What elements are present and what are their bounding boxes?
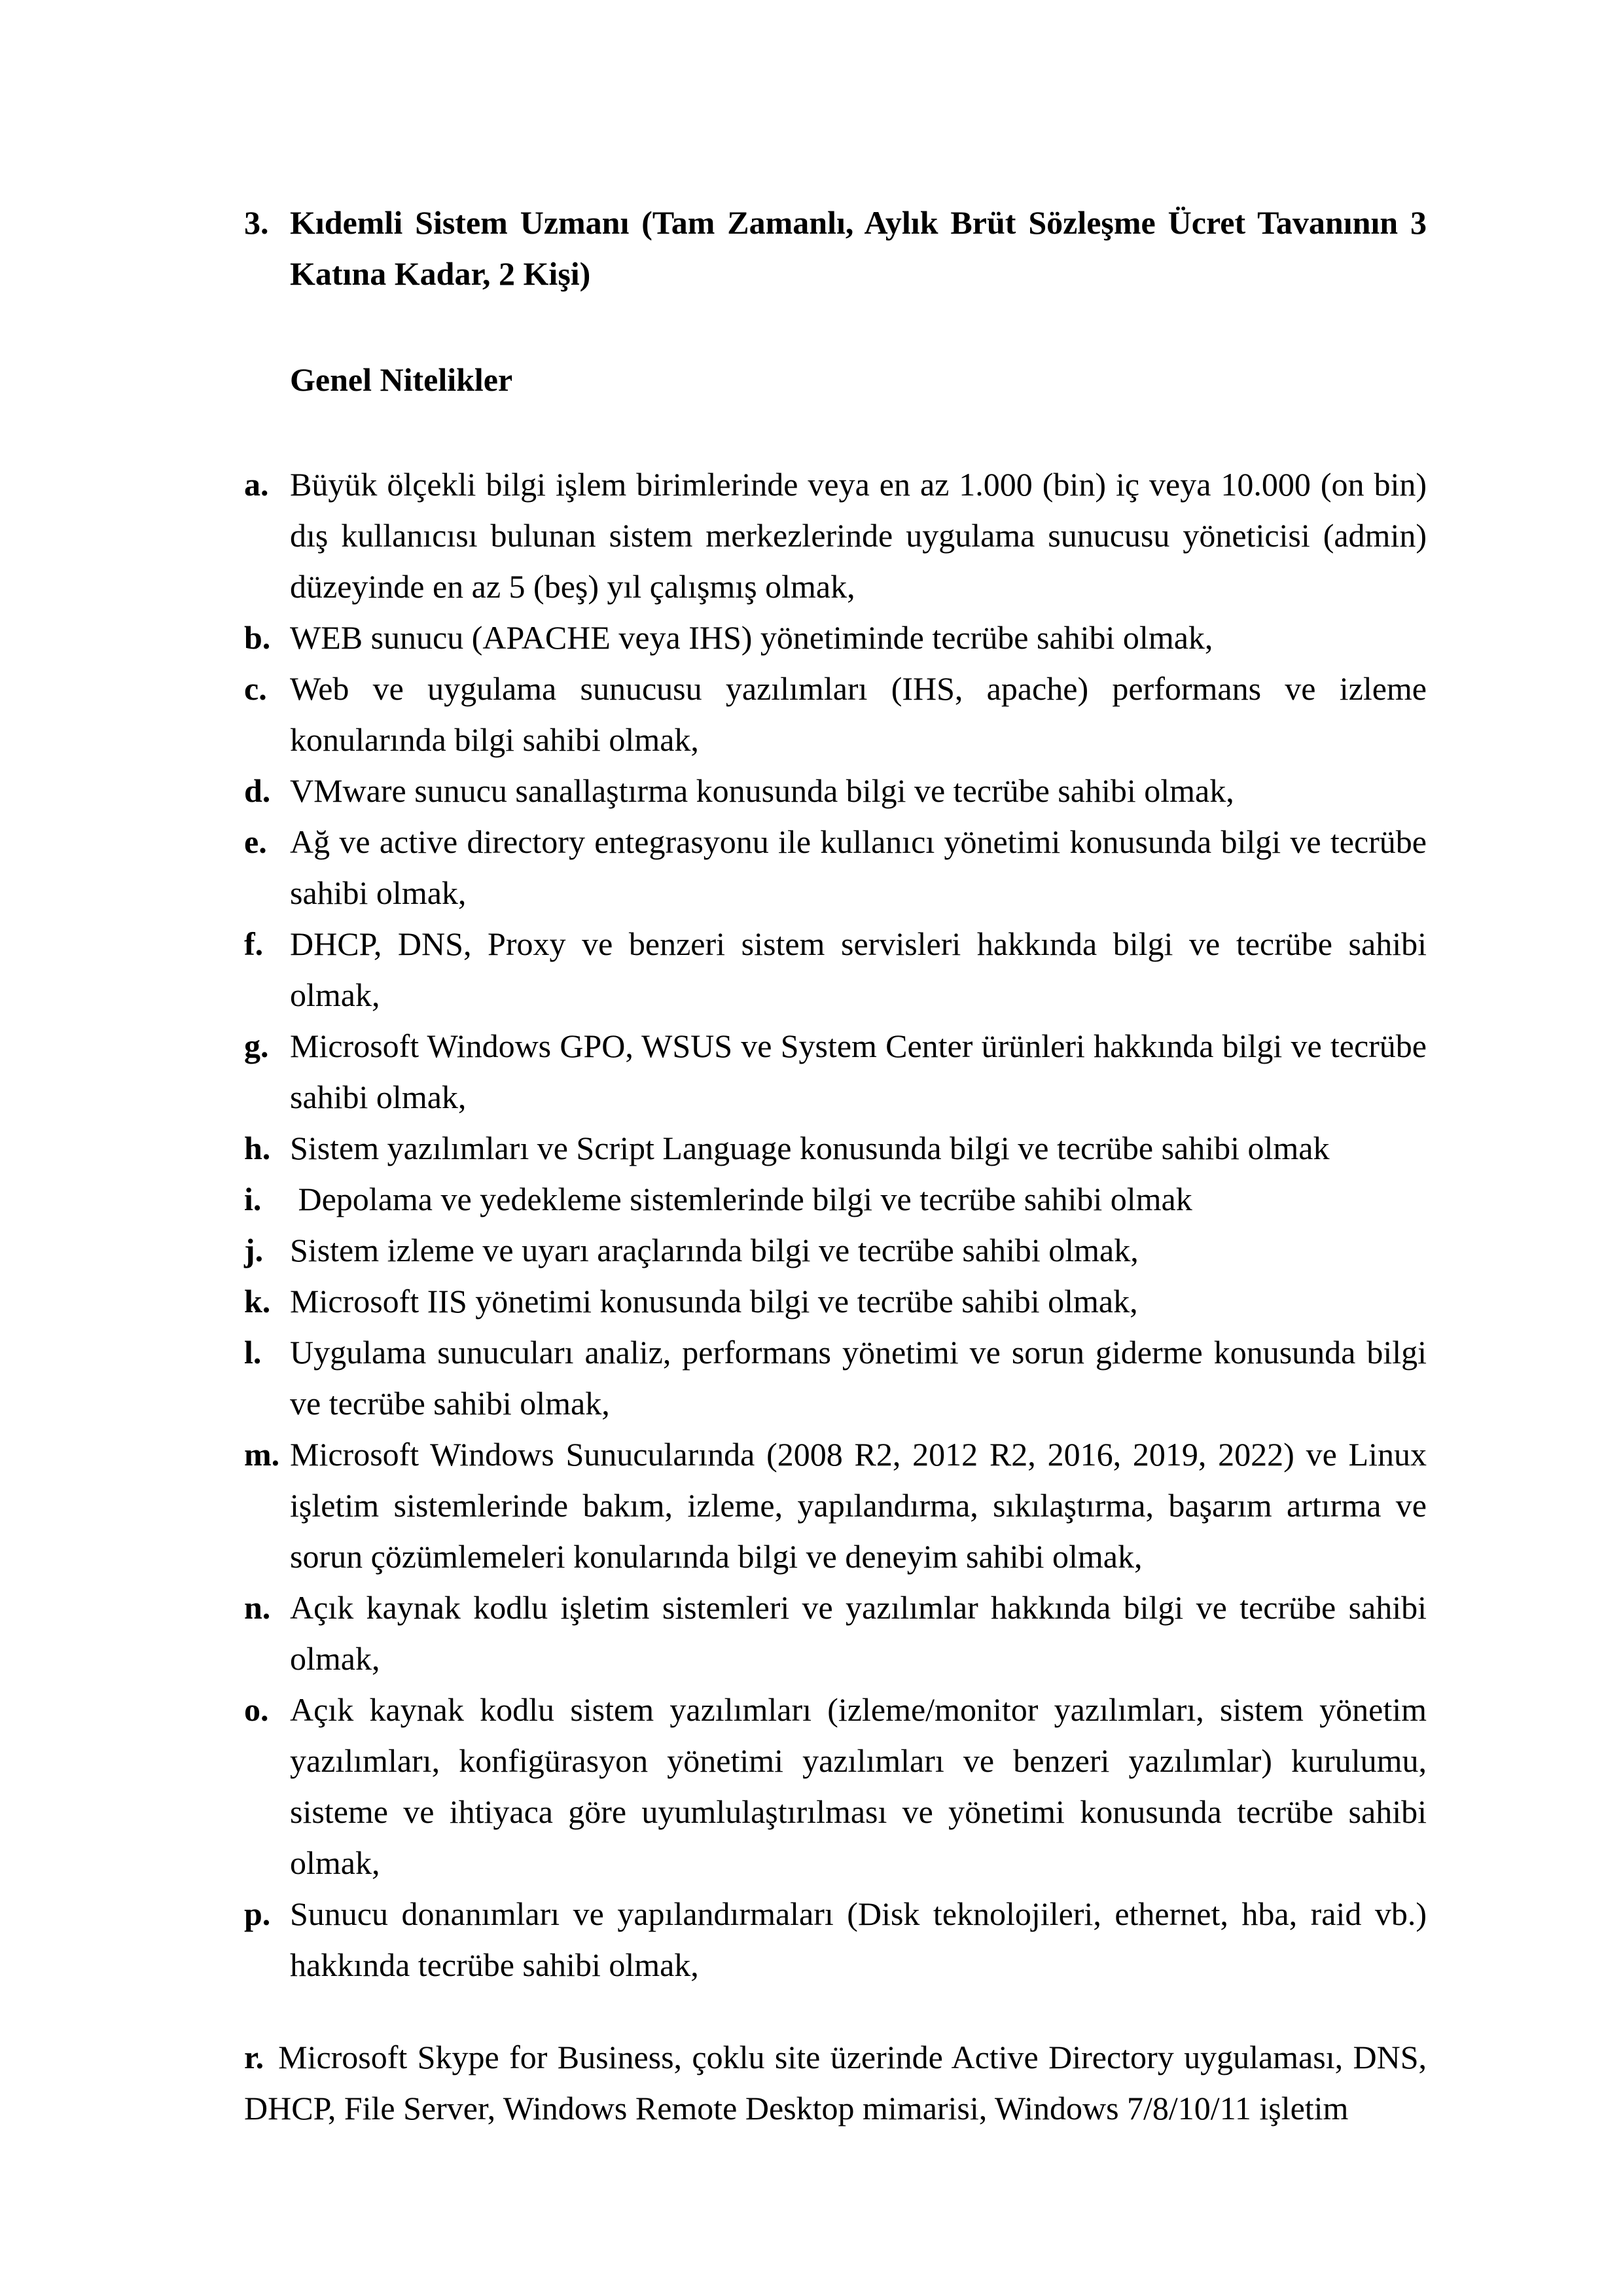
list-item-l [242,1327,1427,1429]
item-label: d. [244,772,271,809]
item-label: f. [244,925,264,962]
item-text: Microsoft Skype for Business, çoklu site üzerinde Active Directory uygulaması, DNS, DHCP, File Server, Windows Remote Desktop mimarisi, Windows 7/8/10/11 işletim [244,2039,1427,2126]
subsection-heading: Genel Nitelikler [290,361,513,398]
list-item-o [242,1684,1427,1888]
item-text: Açık kaynak kodlu sistem yazılımları (izleme/monitor yazılımları, sistem yönetim yazılımları, konfigürasyon yönetimi yazılımları ve benzeri yazılımlar) kurulumu, sisteme ve ihtiyaca göre uyumlulaştırılması ve yönetimi konusunda tecrübe sahibi olmak, [290,1691,1427,1881]
item-label: r. [244,2039,264,2075]
list-item-f [242,918,1427,1020]
item-label: m. [244,1436,280,1473]
list-item-d [242,765,1427,816]
list-item-h [242,1122,1427,1174]
item-text: Microsoft Windows GPO, WSUS ve System Center ürünleri hakkında bilgi ve tecrübe sahibi olmak, [290,1028,1427,1115]
item-text: Uygulama sunucuları analiz, performans yönetimi ve sorun giderme konusunda bilgi ve tecrübe sahibi olmak, [290,1334,1427,1422]
item-text: Sistem yazılımları ve Script Language konusunda bilgi ve tecrübe sahibi olmak [290,1130,1330,1166]
list-item-g [242,1020,1427,1122]
item-text: Depolama ve yedekleme sistemlerinde bilgi ve tecrübe sahibi olmak [290,1181,1192,1217]
section-heading [242,197,1427,299]
item-text: DHCP, DNS, Proxy ve benzeri sistem servisleri hakkında bilgi ve tecrübe sahibi olmak, [290,925,1427,1013]
item-label: j. [244,1232,264,1268]
item-label: i. [244,1181,262,1217]
list-item-j [242,1225,1427,1276]
item-label: g. [244,1028,269,1064]
item-label: k. [244,1283,271,1319]
item-text: Microsoft IIS yönetimi konusunda bilgi ve tecrübe sahibi olmak, [290,1283,1138,1319]
list-item-k [242,1276,1427,1327]
section-number: 3. [244,204,269,241]
list-item-m [242,1429,1427,1582]
item-label: p. [244,1895,271,1932]
item-text: Sunucu donanımları ve yapılandırmaları (Disk teknolojileri, ethernet, hba, raid vb.) hakkında tecrübe sahibi olmak, [290,1895,1427,1983]
section-title: Kıdemli Sistem Uzmanı (Tam Zamanlı, Aylık Brüt Sözleşme Ücret Tavanının 3 Katına Kadar, 2 Kişi) [290,204,1427,292]
item-text: Açık kaynak kodlu işletim sistemleri ve yazılımlar hakkında bilgi ve tecrübe sahibi olmak, [290,1589,1427,1677]
list-item-n [242,1582,1427,1684]
item-label: l. [244,1334,262,1371]
item-text: Ağ ve active directory entegrasyonu ile kullanıcı yönetimi konusunda bilgi ve tecrübe sahibi olmak, [290,823,1427,911]
item-label: a. [244,466,269,503]
item-label: h. [244,1130,271,1166]
item-label: b. [244,619,271,656]
list-item-c [242,663,1427,765]
item-text: Sistem izleme ve uyarı araçlarında bilgi ve tecrübe sahibi olmak, [290,1232,1139,1268]
item-text: WEB sunucu (APACHE veya IHS) yönetiminde tecrübe sahibi olmak, [290,619,1213,656]
item-text: Büyük ölçekli bilgi işlem birimlerinde veya en az 1.000 (bin) iç veya 10.000 (on bin) dış kullanıcısı bulunan sistem merkezlerinde uygulama sunucusu yöneticisi (admin) düzeyinde en az 5 (beş) yıl çalışmış olmak, [290,466,1427,605]
document-content [242,197,1427,2134]
item-label: n. [244,1589,271,1626]
item-label: e. [244,823,267,860]
item-text: Microsoft Windows Sunucularında (2008 R2, 2012 R2, 2016, 2019, 2022) ve Linux işletim sistemlerinde bakım, izleme, yapılandırma, sıkılaştırma, başarım artırma ve sorun çözümlemeleri konularında bilgi ve deneyim sahibi olmak, [290,1436,1427,1575]
list-item-a [242,459,1427,612]
list-item-p [242,1888,1427,1990]
item-label: o. [244,1691,269,1728]
item-text: VMware sunucu sanallaştırma konusunda bilgi ve tecrübe sahibi olmak, [290,772,1234,809]
list-item-b [242,612,1427,663]
item-label: c. [244,670,267,707]
qualification-list [242,459,1427,1990]
list-item-i [242,1174,1427,1225]
list-item-e [242,816,1427,918]
item-text: Web ve uygulama sunucusu yazılımları (IHS, apache) performans ve izleme konularında bilgi sahibi olmak, [290,670,1427,758]
trailing-paragraph [242,2032,1427,2134]
